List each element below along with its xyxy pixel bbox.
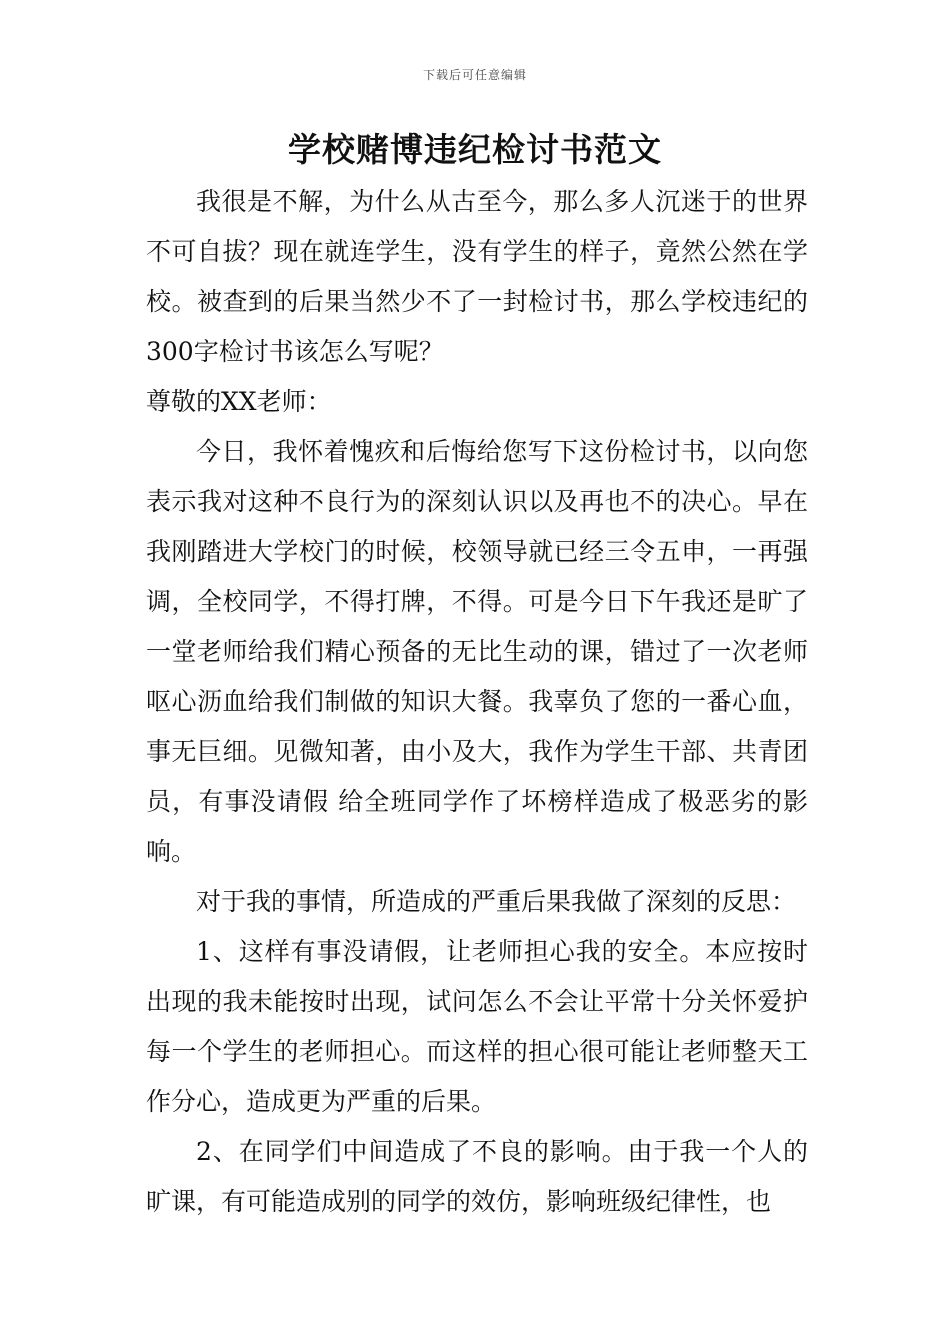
document-title: 学校赌博违纪检讨书范文	[288, 130, 662, 169]
paragraph-point-1: 1、这样有事没请假，让老师担心我的安全。本应按时出现的我未能按时出现，试问怎么不会让平常十分关怀爱护每一个学生的老师担心。而这样的担心很可能让老师整天工作分心，造成更为严重的后果。	[146, 937, 808, 1116]
paragraph-salutation: 尊敬的XX老师：	[146, 387, 332, 416]
paragraph-apology: 今日，我怀着愧疚和后悔给您写下这份检讨书，以向您表示我对这种不良行为的深刻认识以及再也不的决心。早在我刚踏进大学校门的时候，校领导就已经三令五申，一再强调，全校同学，不得打牌，不得。可是今日下午我还是旷了一堂老师给我们精心预备的无比生动的课，错过了一次老师呕心沥血给我们制做的知识大餐。我辜负了您的一番心血，事无巨细。见微知著，由小及大，我作为学生干部、共青团员，有事没请假 给全班同学作了坏榜样造成了极恶劣的影响。	[146, 437, 808, 866]
header-note: 下载后可任意编辑	[422, 68, 527, 82]
paragraph-point-2: 2、在同学们中间造成了不良的影响。由于我一个人的旷课，有可能造成别的同学的效仿，影响班级纪律性，也	[146, 1137, 808, 1216]
paragraph-reflection-lead: 对于我的事情，所造成的严重后果我做了深刻的反思：	[196, 887, 797, 916]
paragraph-intro: 我很是不解，为什么从古至今，那么多人沉迷于的世界不可自拔？现在就连学生，没有学生的样子，竟然公然在学校。被查到的后果当然少不了一封检讨书，那么学校违纪的300字检讨书该怎么写呢？	[146, 187, 808, 366]
document-body	[146, 177, 808, 1227]
